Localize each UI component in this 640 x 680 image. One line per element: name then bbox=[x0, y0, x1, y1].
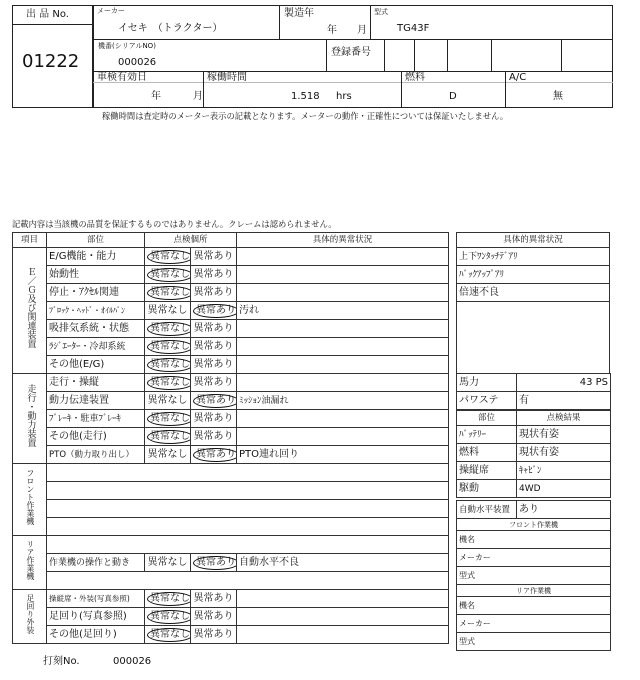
check-result: 4WD bbox=[517, 480, 611, 498]
header-vline-h bbox=[561, 39, 562, 71]
header-part: 部位 bbox=[47, 233, 145, 248]
table-row bbox=[13, 266, 449, 284]
part-header: 部位 bbox=[457, 411, 517, 426]
abnormal-cell: 異常あり bbox=[191, 266, 237, 284]
header-vline-f bbox=[447, 39, 448, 71]
normal-cell bbox=[145, 356, 191, 374]
header-vline-k bbox=[505, 71, 506, 108]
circled-normal: 異常なし bbox=[147, 376, 191, 390]
inspection-year: 年 bbox=[151, 91, 161, 102]
abnormal-cell: 異常あり bbox=[191, 428, 237, 446]
detail-cell bbox=[237, 428, 449, 446]
header-vline-c bbox=[326, 39, 327, 71]
panel-line bbox=[457, 302, 610, 374]
header-line-1 bbox=[93, 39, 613, 40]
part-cell: その他(E/G) bbox=[47, 356, 145, 374]
header-vline-b bbox=[370, 5, 371, 39]
auto-level-label: 自動水平装置 bbox=[457, 501, 517, 519]
abnormal-cell bbox=[191, 446, 237, 464]
part-cell: その他(足回り) bbox=[47, 626, 145, 644]
panel-header: 具体的異常状況 bbox=[457, 233, 610, 248]
check-part: ﾊﾞｯﾃﾘｰ bbox=[457, 426, 517, 444]
circled-normal: 異常なし bbox=[147, 628, 191, 642]
panel-line: 倍速不良 bbox=[457, 284, 610, 302]
impl-field: 機名 bbox=[457, 531, 611, 549]
table-row bbox=[13, 626, 449, 644]
table-header-row bbox=[13, 233, 449, 248]
check-result: ｷｬﾋﾞﾝ bbox=[517, 462, 611, 480]
header-check: 点検個所 bbox=[145, 233, 237, 248]
fuel-label: 燃料 bbox=[405, 72, 425, 83]
impl-row bbox=[457, 597, 611, 615]
circled-normal: 異常なし bbox=[147, 322, 191, 336]
part-cell: その他(走行) bbox=[47, 428, 145, 446]
table-row bbox=[13, 536, 449, 554]
lot-divider bbox=[12, 24, 93, 25]
group-drive bbox=[13, 374, 47, 464]
part-cell: 吸排気系統・状態 bbox=[47, 320, 145, 338]
check-row bbox=[457, 426, 611, 444]
table-row bbox=[13, 482, 449, 500]
table-row bbox=[13, 572, 449, 590]
front-impl-title: フロント作業機 bbox=[457, 519, 611, 531]
table-row bbox=[13, 446, 449, 464]
inspection-month: 月 bbox=[193, 91, 203, 102]
detail-cell bbox=[237, 626, 449, 644]
inspection-table bbox=[12, 232, 449, 644]
abnormal-cell bbox=[191, 392, 237, 410]
group-front bbox=[13, 464, 47, 536]
table-row bbox=[13, 356, 449, 374]
month-unit: 月 bbox=[357, 25, 367, 36]
impl-row bbox=[457, 549, 611, 567]
hp-label: 馬力 bbox=[457, 374, 517, 392]
stamp-value: 000026 bbox=[113, 656, 152, 667]
normal-cell bbox=[145, 338, 191, 356]
table-row bbox=[13, 320, 449, 338]
table-row bbox=[13, 392, 449, 410]
circled-normal: 異常なし bbox=[147, 358, 191, 372]
auto-level-value: あり bbox=[517, 501, 611, 519]
impl-field: メーカー bbox=[457, 549, 611, 567]
impl-row bbox=[457, 567, 611, 585]
circled-normal: 異常なし bbox=[147, 250, 191, 264]
detail-cell bbox=[237, 284, 449, 302]
part-cell: 始動性 bbox=[47, 266, 145, 284]
group-label: 足回り外装 bbox=[25, 593, 35, 634]
ps-value: 有 bbox=[517, 392, 611, 410]
normal-cell bbox=[145, 590, 191, 608]
part-cell: 動力伝達装置 bbox=[47, 392, 145, 410]
circled-normal: 異常なし bbox=[147, 610, 191, 624]
part-cell: 操縦席・外装(写真参照) bbox=[47, 590, 145, 608]
lot-number: 01222 bbox=[22, 51, 80, 72]
hours-unit: hrs bbox=[336, 91, 352, 102]
impl-row bbox=[457, 633, 611, 651]
hours-label: 稼働時間 bbox=[207, 72, 247, 83]
group-label: Ｅ／Ｇ及び関連装置 bbox=[25, 267, 36, 348]
impl-row bbox=[457, 615, 611, 633]
impl-field: 型式 bbox=[457, 567, 611, 585]
normal-cell: 異常なし bbox=[145, 446, 191, 464]
table-row bbox=[13, 554, 449, 572]
abnormal-cell: 異常あり bbox=[191, 356, 237, 374]
impl-field: メーカー bbox=[457, 615, 611, 633]
ac-value: 無 bbox=[553, 91, 563, 102]
detail-cell bbox=[237, 590, 449, 608]
panel-header-row bbox=[457, 233, 610, 248]
abnormal-cell bbox=[191, 554, 237, 572]
abnormal-cell: 異常あり bbox=[191, 626, 237, 644]
group-under bbox=[13, 590, 47, 644]
normal-cell: 異常なし bbox=[145, 392, 191, 410]
empty-row bbox=[47, 572, 449, 590]
check-part: 操縦席 bbox=[457, 462, 517, 480]
abnormal-cell: 異常あり bbox=[191, 320, 237, 338]
normal-cell bbox=[145, 374, 191, 392]
normal-cell: 異常なし bbox=[145, 554, 191, 572]
part-cell: 走行・操縦 bbox=[47, 374, 145, 392]
table-row bbox=[13, 518, 449, 536]
hours-value: 1.518 bbox=[291, 91, 320, 102]
check-header-row bbox=[457, 411, 611, 426]
spec-panel bbox=[456, 373, 611, 410]
serial-value: 000026 bbox=[118, 57, 157, 68]
group-rear bbox=[13, 536, 47, 590]
check-result: 現状有姿 bbox=[517, 444, 611, 462]
part-cell: 足回り(写真参照) bbox=[47, 608, 145, 626]
detail-cell: ﾐｯｼｮﾝ油漏れ bbox=[237, 392, 449, 410]
serial-label: 機番(シリアルNO) bbox=[98, 42, 156, 50]
empty-row bbox=[47, 536, 449, 554]
spec-row bbox=[457, 392, 611, 410]
normal-cell bbox=[145, 266, 191, 284]
fuel-value: D bbox=[449, 91, 457, 102]
abnormal-cell: 異常あり bbox=[191, 248, 237, 266]
normal-cell bbox=[145, 626, 191, 644]
circled-normal: 異常なし bbox=[147, 592, 191, 606]
check-row bbox=[457, 462, 611, 480]
circled-abnormal: 異常あり bbox=[193, 394, 237, 408]
detail-cell bbox=[237, 410, 449, 428]
year-label: 製造年 bbox=[284, 8, 314, 19]
normal-cell bbox=[145, 248, 191, 266]
implement-panel bbox=[456, 500, 611, 651]
inspection-label: 車検有効日 bbox=[97, 72, 147, 83]
abnormal-cell: 異常あり bbox=[191, 410, 237, 428]
header-vline-a bbox=[279, 5, 280, 39]
header-vline-i bbox=[203, 71, 204, 108]
header-vline-e bbox=[414, 39, 415, 71]
empty-row bbox=[47, 482, 449, 500]
part-cell: ﾌﾞﾚｰｷ・駐車ﾌﾞﾚｰｷ bbox=[47, 410, 145, 428]
group-eg bbox=[13, 248, 47, 374]
part-cell: ﾗｼﾞｴｰﾀｰ・冷却系統 bbox=[47, 338, 145, 356]
part-cell: ﾌﾞﾛｯｸ・ﾍｯﾄﾞ・ｵｲﾙﾊﾟﾝ bbox=[47, 302, 145, 320]
impl-field: 機名 bbox=[457, 597, 611, 615]
panel-row bbox=[457, 302, 610, 374]
normal-cell: 異常なし bbox=[145, 302, 191, 320]
detail-cell bbox=[237, 608, 449, 626]
check-panel bbox=[456, 410, 611, 498]
table-row bbox=[13, 590, 449, 608]
header-item: 項目 bbox=[13, 233, 47, 248]
normal-cell bbox=[145, 320, 191, 338]
header-detail: 具体的異常状況 bbox=[237, 233, 449, 248]
hp-value: 43 PS bbox=[517, 374, 611, 392]
detail-cell bbox=[237, 248, 449, 266]
circled-normal: 異常なし bbox=[147, 412, 191, 426]
model-label: 型式 bbox=[374, 8, 388, 16]
empty-row bbox=[47, 518, 449, 536]
part-cell: E/G機能・能力 bbox=[47, 248, 145, 266]
abnormal-cell bbox=[191, 302, 237, 320]
abnormal-cell: 異常あり bbox=[191, 338, 237, 356]
rear-impl-title: リア作業機 bbox=[457, 585, 611, 597]
maker-value: イセキ （トラクター） bbox=[118, 23, 223, 34]
spec-row bbox=[457, 374, 611, 392]
table-row bbox=[13, 374, 449, 392]
header-vline-d bbox=[384, 39, 385, 71]
panel-line: 上下ﾜﾝﾀｯﾁﾃﾞｱﾘ bbox=[457, 248, 610, 266]
group-label: リア作業機 bbox=[25, 539, 35, 580]
header-line-3 bbox=[93, 82, 613, 83]
lot-label: 出 品 No. bbox=[26, 9, 69, 20]
check-row bbox=[457, 444, 611, 462]
part-cell: 停止・ｱｸｾﾙ関連 bbox=[47, 284, 145, 302]
panel-row bbox=[457, 248, 610, 266]
part-cell: 作業機の操作と動き bbox=[47, 554, 145, 572]
abnormal-cell: 異常あり bbox=[191, 284, 237, 302]
empty-row bbox=[47, 464, 449, 482]
ac-label: A/C bbox=[509, 72, 527, 83]
impl-field: 型式 bbox=[457, 633, 611, 651]
normal-cell bbox=[145, 608, 191, 626]
abnormal-cell: 異常あり bbox=[191, 374, 237, 392]
detail-panel bbox=[456, 232, 610, 374]
detail-cell: 汚れ bbox=[237, 302, 449, 320]
ps-label: パワステ bbox=[457, 392, 517, 410]
quality-note: 記載内容は当該機の品質を保証するものではありません。クレームは認められません。 bbox=[12, 219, 337, 229]
circled-abnormal: 異常あり bbox=[193, 448, 237, 462]
panel-line: ﾊﾞｯｸｱｯﾌﾟｱﾘ bbox=[457, 266, 610, 284]
reg-label: 登録番号 bbox=[331, 47, 371, 58]
table-row bbox=[13, 428, 449, 446]
result-header: 点検結果 bbox=[517, 411, 611, 426]
stamp-label: 打刻No. bbox=[43, 656, 80, 667]
detail-cell: PTO連れ回り bbox=[237, 446, 449, 464]
table-row bbox=[13, 338, 449, 356]
maker-label: メーカー bbox=[97, 7, 125, 15]
circled-normal: 異常なし bbox=[147, 268, 191, 282]
group-label: 走行・動力装置 bbox=[25, 384, 36, 447]
header-line-2 bbox=[93, 71, 613, 72]
normal-cell bbox=[145, 284, 191, 302]
detail-cell bbox=[237, 338, 449, 356]
detail-cell: 自動水平不良 bbox=[237, 554, 449, 572]
impl-row bbox=[457, 531, 611, 549]
check-result: 現状有姿 bbox=[517, 426, 611, 444]
circled-normal: 異常なし bbox=[147, 430, 191, 444]
meter-note: 稼働時間は査定時のメーター表示の記載となります。メーターの動作・正確性については保証いたしません。 bbox=[102, 111, 509, 121]
normal-cell bbox=[145, 410, 191, 428]
table-row bbox=[13, 284, 449, 302]
circled-normal: 異常なし bbox=[147, 286, 191, 300]
header-vline-g bbox=[491, 39, 492, 71]
table-row bbox=[13, 248, 449, 266]
check-row bbox=[457, 480, 611, 498]
abnormal-cell: 異常あり bbox=[191, 590, 237, 608]
circled-abnormal: 異常あり bbox=[193, 556, 237, 570]
table-row bbox=[13, 608, 449, 626]
circled-normal: 異常なし bbox=[147, 340, 191, 354]
front-impl-title-row bbox=[457, 519, 611, 531]
detail-cell bbox=[237, 266, 449, 284]
part-cell: PTO（動力取り出し） bbox=[47, 446, 145, 464]
circled-abnormal: 異常あり bbox=[193, 304, 237, 318]
table-row bbox=[13, 500, 449, 518]
detail-cell bbox=[237, 320, 449, 338]
table-row bbox=[13, 410, 449, 428]
header-vline-j bbox=[401, 71, 402, 108]
rear-impl-title-row bbox=[457, 585, 611, 597]
table-row bbox=[13, 464, 449, 482]
group-label: フロント作業機 bbox=[25, 468, 35, 525]
abnormal-cell: 異常あり bbox=[191, 608, 237, 626]
model-value: TG43F bbox=[397, 23, 430, 34]
table-row bbox=[13, 302, 449, 320]
year-unit: 年 bbox=[327, 25, 337, 36]
check-part: 燃料 bbox=[457, 444, 517, 462]
empty-row bbox=[47, 500, 449, 518]
check-part: 駆動 bbox=[457, 480, 517, 498]
detail-cell bbox=[237, 356, 449, 374]
auto-level-row bbox=[457, 501, 611, 519]
detail-cell bbox=[237, 374, 449, 392]
normal-cell bbox=[145, 428, 191, 446]
panel-row bbox=[457, 266, 610, 284]
panel-row bbox=[457, 284, 610, 302]
